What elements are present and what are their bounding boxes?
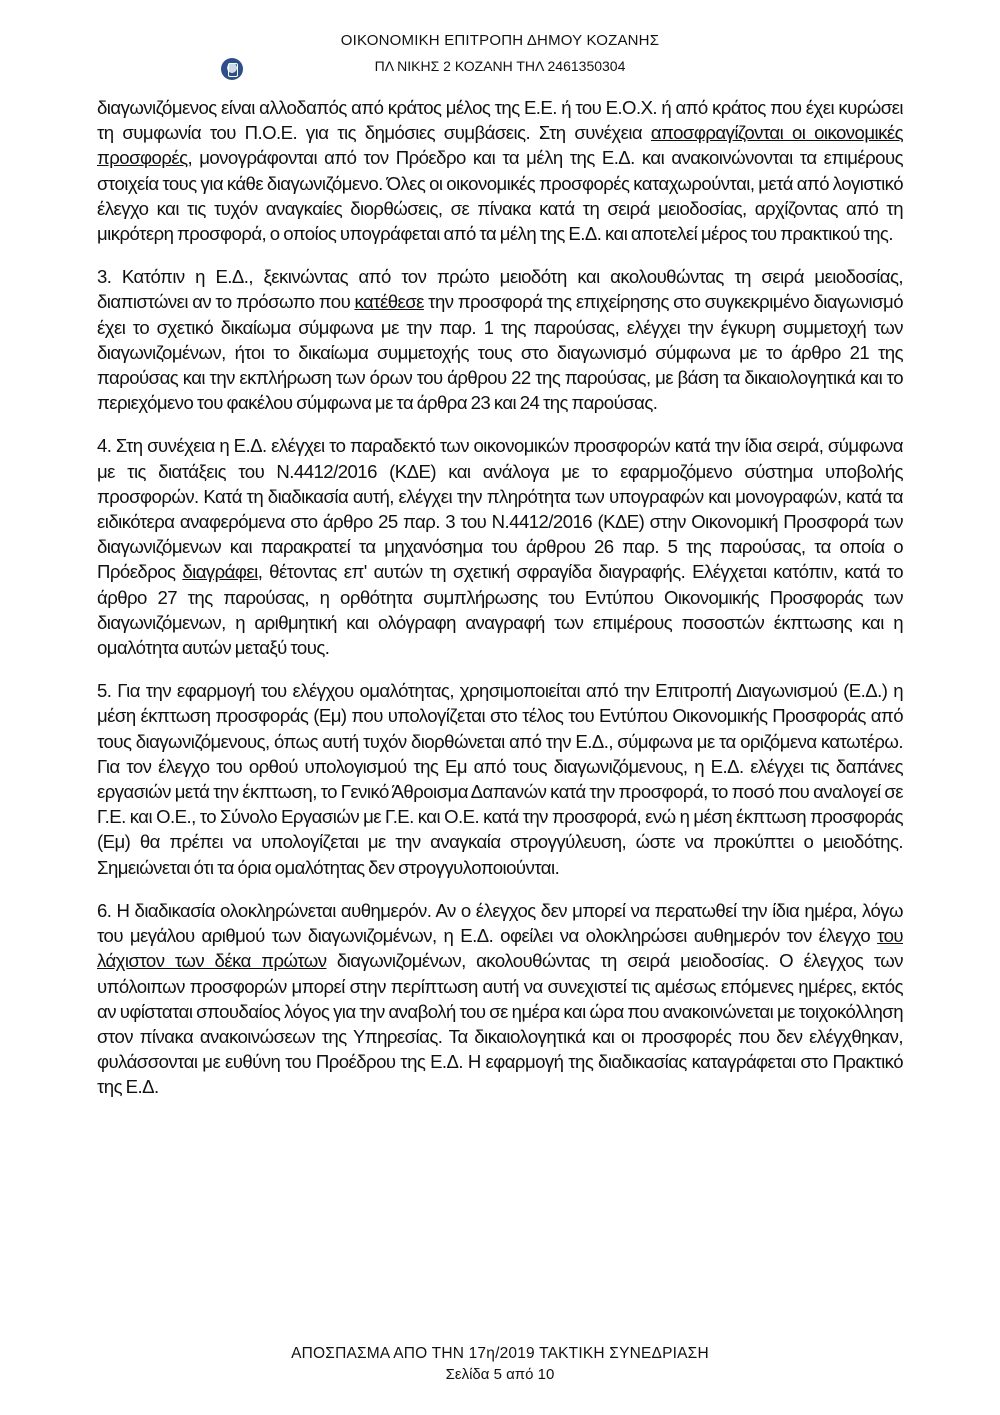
paragraph-text: 3. Κατόπιν η Ε.Δ., ξεκινώντας από τον πρώτο μειοδότη και ακολουθώντας τη σειρά μειοδοσίας, διαπιστώνει αν το πρόσωπο που — [97, 266, 903, 313]
paragraph-text: την προσφορά της επιχείρησης στο συγκεκριμένο διαγωνισμό έχει το σχετικό δικαίωμα σύμφωνα με την παρ. 1 της παρούσας, ελέγχει την έγκυρη συμμετοχή των διαγωνιζομένων, ήτοι το δικαίωμα συμμετοχής τους στο διαγωνισμό σύμφωνα με το άρθρο 21 της παρούσας και την εκπλήρωση των όρων του άρθρου 22 της παρούσας, με βάση τα δικαιολογητικά και το περιεχόμενο του φακέλου σύμφωνα με τα άρθρα 23 και 24 της παρούσας. — [97, 291, 903, 414]
underlined-text: διαγράφει — [182, 561, 258, 583]
paragraph-1 — [97, 95, 903, 246]
paragraph-text: 4. Στη συνέχεια η Ε.Δ. ελέγχει το παραδεκτό των οικονομικών προσφορών κατά την ίδια σειρά, σύμφωνα με τις διατάξεις του Ν.4412/2016 (ΚΔΕ) και ανάλογα με το εφαρμοζόμενο σύστημα υποβολής προσφορών. Κατά τη διαδικασία αυτή, ελέγχει την πληρότητα των υπογραφών και μονογραφών, κατά τα ειδικότερα αναφερόμενα στο άρθρο 25 παρ. 3 του Ν.4412/2016 (ΚΔΕ) στην Οικονομική Προσφορά των διαγωνιζόμενων και παρακρατεί τα μηχανόσημα του άρθρου 26 παρ. 5 της παρούσας, τα οποία ο Πρόεδρος — [97, 435, 903, 583]
underlined-text: κατέθεσε — [354, 291, 424, 313]
header-title: ΟΙΚΟΝΟΜΙΚΗ ΕΠΙΤΡΟΠΗ ΔΗΜΟΥ ΚΟΖΑΝΗΣ — [340, 32, 660, 49]
footer-title: ΑΠΟΣΠΑΣΜΑ ΑΠΟ ΤΗΝ 17η/2019 ΤΑΚΤΙΚΗ ΣΥΝΕΔΡΙΑΣΗ — [291, 1345, 709, 1362]
paragraph-3 — [97, 433, 903, 660]
paragraph-text: , θέτοντας επ' αυτών τη σχετική σφραγίδα διαγραφής. Ελέγχεται κατόπιν, κατά το άρθρο 27 της παρούσας, η ορθότητα συμπλήρωσης του Εντύπου Οικονομικής Προσφοράς των διαγωνιζόμενων, η αριθμητική και ολόγραφη αναγραφή των επιμέρους ποσοστών έκπτωσης και η ομαλότητα αυτών μεταξύ τους. — [97, 561, 903, 659]
page-number: Σελίδα 5 από 10 — [445, 1366, 555, 1383]
page-footer — [0, 1345, 1000, 1383]
document-body — [97, 95, 903, 1118]
paragraph-4 — [97, 678, 903, 880]
paragraph-text: 6. Η διαδικασία ολοκληρώνεται αυθημερόν. Αν ο έλεγχος δεν μπορεί να περατωθεί την ίδια ημέρα, λόγω του μεγάλου αριθμού των διαγωνιζομένων, η Ε.Δ. οφείλει να ολοκληρώσει αυθημερόν τον έλεγχο — [97, 899, 903, 947]
paragraph-text: , μονογράφονται από τον Πρόεδρο και τα μέλη της Ε.Δ. και ανακοινώνονται τα επιμέρους στοιχεία τους για κάθε διαγωνιζόμενο. Όλες οι οικονομικές προσφορές καταχωρούνται, μετά από λογιστικό έλεγχο και τις τυχόν αναγκαίες διορθώσεις, σε πίνακα κατά τη σειρά μειοδοσίας, αρχίζοντας από τη μικρότερη προσφορά, ο οποίος υπογράφεται από τα μέλη της Ε.Δ. και αποτελεί μέρος του πρακτικού της. — [97, 147, 903, 245]
header-address: ΠΛ ΝΙΚΗΣ 2 ΚΟΖΑΝΗ ΤΗΛ 2461350304 — [374, 58, 626, 74]
underlined-text: αποσφραγίζονται οι οικονομικές προσφορές — [97, 122, 903, 169]
paragraph-text: διαγωνιζομένων, ακολουθώντας τη σειρά μειοδοσίας. Ο έλεγχος των υπόλοιπων προσφορών μπορεί στην περίπτωση αυτή να συνεχιστεί τις αμέσως επόμενες ημέρες, εκτός αν υφίσταται σπουδαίος λόγος για την αναβολή του σε ημέρα και ώρα που ανακοινώνεται με τοιχοκόλληση στον πίνακα ανακοινώσεων της Υπηρεσίας. Τα δικαιολογητικά και οι προσφορές που δεν ελέγχθηκαν, φυλάσσονται με ευθύνη του Προέδρου της Ε.Δ. Η εφαρμογή της διαδικασίας καταγράφεται στο Πρακτικό της Ε.Δ. — [97, 950, 903, 1098]
paragraph-5 — [97, 898, 903, 1100]
paragraph-text: 5. Για την εφαρμογή του ελέγχου ομαλότητας, χρησιμοποιείται από την Επιτροπή Διαγωνισμού (Ε.Δ.) η μέση έκπτωση προσφοράς (Εμ) που υπολογίζεται στο τέλος του Εντύπου Οικονομικής Προσφοράς από τους διαγωνιζόμενους, όπως αυτή τυχόν διορθώνεται από την Ε.Δ., σύμφωνα με τα οριζόμενα κατωτέρω. Για τον έλεγχο του ορθού υπολογισμού της Εμ από τους διαγωνιζόμενους, η Ε.Δ. ελέγχει τις δαπάνες εργασιών μετά την έκπτωση, το Γενικό Άθροισμα Δαπανών κατά την προσφορά, το ποσό που αναλογεί σε Γ.Ε. και Ο.Ε., το Σύνολο Εργασιών με Γ.Ε. και Ο.Ε. κατά την προσφορά, ενώ η μέση έκπτωση προσφοράς (Εμ) θα πρέπει να υπολογίζεται με την αναγκαία στρογγύλευση, ώστε να προκύπτει ο μειοδότης. Σημειώνεται ότι τα όρια ομαλότητας δεν στρογγυλοποιούνται. — [97, 680, 903, 878]
underlined-text: του λάχιστον των δέκα πρώτων — [97, 925, 903, 972]
paragraph-2 — [97, 264, 903, 415]
paragraph-text: διαγωνιζόμενος είναι αλλοδαπός από κράτος μέλος της Ε.Ε. ή του Ε.Ο.Χ. ή από κράτος που έχει κυρώσει τη συμφωνία του Π.Ο.Ε. για τις δημόσιες συμβάσεις. Στη συνέχεια — [97, 97, 903, 144]
